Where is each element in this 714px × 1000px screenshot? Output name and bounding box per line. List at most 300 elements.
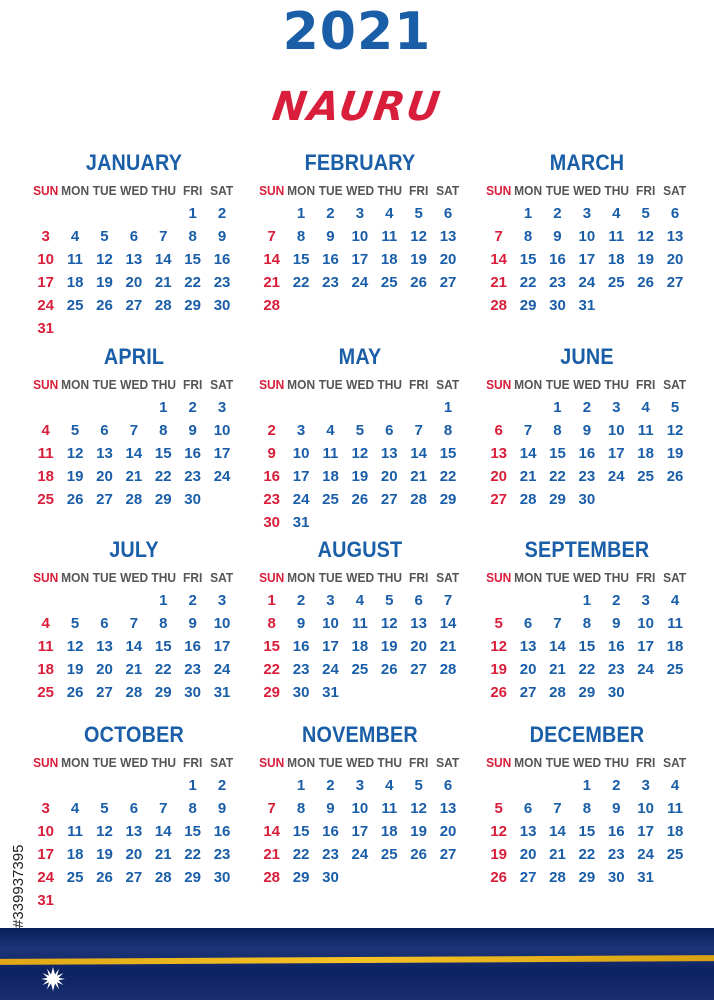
weekday-header	[257, 565, 463, 589]
day-cell: 24	[213, 468, 231, 485]
day-cell: 28	[410, 491, 427, 508]
day-cell: 11	[37, 638, 54, 655]
day-cell: 11	[67, 251, 84, 268]
day-cell: 31	[578, 297, 596, 314]
day-cell: 18	[666, 823, 684, 840]
day-cell: 8	[188, 800, 197, 817]
day-cell: 30	[549, 297, 566, 314]
day-cell: 17	[637, 823, 654, 840]
day-cell: 28	[154, 869, 172, 886]
weekday-mon: MON	[287, 754, 316, 770]
day-cell: 12	[666, 422, 684, 439]
day-cell: 26	[96, 297, 113, 314]
week-row	[31, 465, 237, 488]
day-cell: 12	[410, 228, 427, 245]
month-name: DECEMBER	[529, 722, 645, 747]
day-cell: 7	[159, 228, 168, 245]
day-cell: 17	[351, 251, 369, 268]
weekday-sat: SAT	[663, 569, 687, 585]
day-cell: 6	[100, 615, 109, 632]
day-cell: 3	[41, 228, 50, 245]
day-cell: 1	[296, 777, 306, 794]
day-cell: 7	[443, 592, 453, 609]
day-cell: 20	[125, 274, 143, 291]
day-cell: 5	[414, 205, 423, 222]
weekday-sat: SAT	[210, 182, 234, 198]
day-cell: 24	[351, 846, 369, 863]
day-cell: 15	[519, 251, 537, 268]
weekday-fri: FRI	[409, 376, 429, 392]
week-row	[484, 294, 690, 317]
day-cell: 1	[267, 592, 276, 609]
week-row	[31, 797, 237, 820]
day-cell: 1	[296, 205, 306, 222]
day-cell: 18	[37, 661, 55, 678]
day-cell: 8	[296, 800, 306, 817]
day-cell: 13	[125, 823, 143, 840]
weekday-thu: THU	[603, 182, 629, 198]
day-cell: 10	[37, 251, 55, 268]
weekday-sun: SUN	[259, 569, 285, 585]
day-cell: 16	[322, 823, 339, 840]
day-cell: 19	[66, 661, 84, 678]
weekday-sun: SUN	[33, 182, 59, 198]
day-cell: 2	[296, 592, 306, 609]
day-cell: 28	[490, 297, 508, 314]
day-cell: 27	[125, 869, 143, 886]
day-cell: 22	[578, 661, 596, 678]
week-row	[31, 202, 237, 225]
day-cell: 23	[322, 274, 339, 291]
weekday-fri: FRI	[409, 569, 429, 585]
weekday-header	[31, 565, 237, 589]
weekday-fri: FRI	[183, 376, 203, 392]
weekday-tue: TUE	[545, 569, 570, 585]
week-row	[31, 419, 237, 442]
week-row	[31, 774, 237, 797]
week-row	[31, 294, 237, 317]
weekday-sun: SUN	[486, 569, 512, 585]
week-row	[31, 658, 237, 681]
day-cell: 7	[129, 422, 139, 439]
day-cell: 10	[351, 228, 369, 245]
day-cell: 20	[96, 661, 113, 678]
month-name: MAY	[338, 344, 382, 369]
day-cell: 12	[66, 638, 84, 655]
day-cell: 11	[322, 445, 339, 462]
day-cell: 27	[410, 661, 427, 678]
weekday-sat: SAT	[663, 376, 687, 392]
day-cell: 5	[414, 777, 423, 794]
day-cell: 29	[154, 684, 172, 701]
day-cell: 17	[213, 638, 231, 655]
day-cell: 26	[490, 684, 508, 701]
day-cell: 13	[439, 800, 457, 817]
week-row	[31, 843, 237, 866]
day-cell: 8	[443, 422, 453, 439]
weekday-fri: FRI	[409, 182, 429, 198]
weekday-tue: TUE	[545, 182, 570, 198]
day-cell: 13	[439, 228, 457, 245]
day-cell: 5	[385, 592, 394, 609]
day-cell: 7	[267, 228, 276, 245]
day-cell: 22	[439, 468, 457, 485]
weekday-mon: MON	[61, 754, 90, 770]
day-cell: 19	[351, 468, 369, 485]
weekday-sun: SUN	[486, 376, 512, 392]
day-cell: 10	[213, 422, 231, 439]
weekday-sat: SAT	[436, 754, 460, 770]
weekday-tue: TUE	[92, 182, 117, 198]
day-cell: 19	[96, 274, 113, 291]
day-cell: 7	[553, 615, 562, 632]
day-cell: 12	[96, 251, 113, 268]
day-cell: 14	[154, 251, 172, 268]
month-august	[257, 535, 463, 704]
day-cell: 4	[385, 777, 394, 794]
day-cell: 2	[188, 399, 197, 416]
week-row	[484, 797, 690, 820]
day-cell: 8	[188, 228, 197, 245]
weekday-tue: TUE	[92, 376, 117, 392]
day-cell: 7	[414, 422, 423, 439]
day-cell: 12	[490, 638, 508, 655]
day-cell: 1	[443, 399, 453, 416]
weekday-wed: WED	[573, 376, 602, 392]
day-cell: 21	[263, 846, 281, 863]
day-cell: 8	[582, 800, 592, 817]
day-cell: 29	[519, 297, 537, 314]
day-cell: 6	[129, 228, 139, 245]
day-cell: 28	[263, 297, 281, 314]
day-cell: 9	[267, 445, 276, 462]
day-cell: 14	[154, 823, 172, 840]
day-cell: 8	[267, 615, 276, 632]
day-cell: 30	[322, 869, 339, 886]
day-cell: 27	[96, 491, 113, 508]
month-name: APRIL	[103, 344, 165, 369]
day-cell: 21	[154, 846, 172, 863]
day-cell: 25	[637, 468, 654, 485]
week-row	[257, 511, 463, 534]
day-cell: 2	[582, 399, 592, 416]
day-cell: 6	[670, 205, 680, 222]
weekday-wed: WED	[573, 754, 602, 770]
weekday-header	[31, 372, 237, 396]
day-cell: 16	[322, 251, 339, 268]
day-cell: 27	[125, 297, 143, 314]
week-row	[257, 681, 463, 704]
week-row	[484, 866, 690, 889]
day-cell: 1	[159, 592, 168, 609]
day-cell: 27	[96, 684, 113, 701]
day-cell: 15	[154, 638, 172, 655]
day-cell: 11	[351, 615, 368, 632]
weekday-sun: SUN	[33, 376, 59, 392]
day-cell: 26	[637, 274, 654, 291]
day-cell: 9	[582, 422, 592, 439]
weekday-wed: WED	[120, 754, 149, 770]
week-row	[484, 658, 690, 681]
week-row	[257, 419, 463, 442]
day-cell: 18	[380, 251, 398, 268]
day-cell: 17	[578, 251, 596, 268]
weekday-header	[257, 372, 463, 396]
day-cell: 14	[410, 445, 427, 462]
weekday-sun: SUN	[486, 754, 512, 770]
day-cell: 19	[637, 251, 654, 268]
day-cell: 2	[612, 592, 621, 609]
weekday-sat: SAT	[436, 376, 460, 392]
day-cell: 1	[523, 205, 533, 222]
day-cell: 24	[213, 661, 231, 678]
day-cell: 2	[217, 205, 227, 222]
day-cell: 17	[351, 823, 369, 840]
day-cell: 14	[439, 615, 457, 632]
day-cell: 19	[490, 661, 508, 678]
day-cell: 28	[549, 869, 566, 886]
day-cell: 21	[154, 274, 172, 291]
day-cell: 10	[637, 800, 654, 817]
day-cell: 3	[296, 422, 306, 439]
day-cell: 28	[154, 297, 172, 314]
month-name: NOVEMBER	[302, 722, 418, 747]
day-cell: 23	[213, 274, 231, 291]
week-row	[31, 317, 237, 340]
day-cell: 24	[637, 661, 654, 678]
day-cell: 18	[37, 468, 55, 485]
day-cell: 4	[70, 800, 80, 817]
day-cell: 6	[414, 592, 423, 609]
weekday-sun: SUN	[259, 376, 285, 392]
day-cell: 7	[523, 422, 533, 439]
day-cell: 30	[213, 297, 231, 314]
day-cell: 30	[292, 684, 310, 701]
weekday-header	[484, 565, 690, 589]
weekday-mon: MON	[514, 376, 543, 392]
day-cell: 15	[578, 823, 596, 840]
day-cell: 7	[129, 615, 139, 632]
week-row	[484, 442, 690, 465]
day-cell: 27	[519, 869, 537, 886]
day-cell: 26	[490, 869, 508, 886]
week-row	[484, 225, 690, 248]
weekday-header	[31, 750, 237, 774]
weekday-mon: MON	[61, 376, 90, 392]
week-row	[257, 820, 463, 843]
day-cell: 21	[263, 274, 281, 291]
weekday-sun: SUN	[33, 569, 59, 585]
weekday-mon: MON	[514, 569, 543, 585]
day-cell: 12	[637, 228, 654, 245]
day-cell: 27	[439, 846, 457, 863]
day-cell: 4	[385, 205, 394, 222]
day-cell: 21	[549, 846, 566, 863]
weekday-sun: SUN	[486, 182, 512, 198]
day-cell: 3	[355, 777, 365, 794]
day-cell: 24	[322, 661, 339, 678]
day-cell: 13	[96, 445, 113, 462]
day-cell: 6	[385, 422, 394, 439]
day-cell: 3	[355, 205, 365, 222]
day-cell: 24	[37, 297, 55, 314]
week-row	[484, 774, 690, 797]
day-cell: 21	[125, 468, 143, 485]
day-cell: 31	[213, 684, 231, 701]
day-cell: 20	[410, 638, 427, 655]
day-cell: 25	[37, 491, 55, 508]
weekday-wed: WED	[573, 182, 602, 198]
weekday-sat: SAT	[663, 182, 687, 198]
day-cell: 29	[154, 491, 172, 508]
day-cell: 26	[410, 846, 427, 863]
day-cell: 23	[607, 846, 625, 863]
day-cell: 3	[41, 800, 50, 817]
weekday-tue: TUE	[545, 754, 570, 770]
weekday-fri: FRI	[183, 182, 203, 198]
day-cell: 11	[381, 800, 398, 817]
day-cell: 12	[410, 800, 427, 817]
day-cell: 29	[292, 869, 310, 886]
week-row	[31, 820, 237, 843]
month-name: SEPTEMBER	[524, 537, 650, 562]
day-cell: 3	[217, 592, 227, 609]
day-cell: 30	[578, 491, 596, 508]
week-row	[257, 396, 463, 419]
day-cell: 4	[326, 422, 335, 439]
week-row	[31, 889, 237, 912]
day-cell: 25	[380, 274, 398, 291]
week-row	[484, 465, 690, 488]
week-row	[484, 612, 690, 635]
day-cell: 8	[553, 422, 562, 439]
week-row	[31, 442, 237, 465]
month-february	[257, 148, 463, 317]
week-row	[257, 248, 463, 271]
day-cell: 7	[494, 228, 503, 245]
day-cell: 23	[184, 468, 201, 485]
day-cell: 3	[582, 205, 592, 222]
month-name: MARCH	[549, 150, 625, 175]
day-cell: 27	[439, 274, 457, 291]
month-september	[484, 535, 690, 704]
day-cell: 4	[612, 205, 621, 222]
day-cell: 6	[443, 205, 453, 222]
day-cell: 16	[607, 823, 625, 840]
week-row	[257, 774, 463, 797]
day-cell: 23	[322, 846, 339, 863]
day-cell: 25	[607, 274, 625, 291]
week-row	[257, 866, 463, 889]
day-cell: 2	[188, 592, 197, 609]
day-cell: 11	[37, 445, 54, 462]
year-title: 2021	[282, 2, 432, 62]
day-cell: 2	[612, 777, 621, 794]
day-cell: 11	[67, 823, 84, 840]
day-cell: 16	[184, 638, 201, 655]
weekday-mon: MON	[514, 754, 543, 770]
day-cell: 25	[66, 297, 84, 314]
day-cell: 16	[263, 468, 281, 485]
weekday-thu: THU	[603, 754, 629, 770]
day-cell: 10	[322, 615, 339, 632]
day-cell: 29	[578, 869, 596, 886]
day-cell: 30	[607, 869, 625, 886]
weekday-sat: SAT	[210, 754, 234, 770]
day-cell: 22	[549, 468, 566, 485]
country-title: NAURU	[269, 84, 445, 130]
day-cell: 1	[553, 399, 562, 416]
day-cell: 28	[519, 491, 537, 508]
day-cell: 15	[439, 445, 457, 462]
day-cell: 9	[326, 228, 335, 245]
day-cell: 23	[263, 491, 281, 508]
day-cell: 4	[670, 777, 680, 794]
month-october	[31, 720, 237, 912]
day-cell: 18	[666, 638, 684, 655]
weekday-mon: MON	[287, 376, 316, 392]
day-cell: 22	[263, 661, 281, 678]
day-cell: 17	[37, 846, 55, 863]
day-cell: 13	[519, 823, 537, 840]
day-cell: 27	[380, 491, 398, 508]
day-cell: 22	[519, 274, 537, 291]
day-cell: 20	[666, 251, 684, 268]
day-cell: 13	[96, 638, 113, 655]
weekday-sun: SUN	[259, 182, 285, 198]
day-cell: 19	[666, 445, 684, 462]
week-row	[257, 635, 463, 658]
weekday-sat: SAT	[210, 376, 234, 392]
day-cell: 9	[217, 800, 227, 817]
day-cell: 14	[549, 823, 566, 840]
week-row	[484, 635, 690, 658]
day-cell: 26	[66, 491, 84, 508]
weekday-wed: WED	[346, 182, 375, 198]
day-cell: 29	[184, 297, 201, 314]
month-june	[484, 342, 690, 511]
day-cell: 1	[188, 777, 197, 794]
day-cell: 10	[607, 422, 625, 439]
day-cell: 8	[582, 615, 592, 632]
weekday-sat: SAT	[663, 754, 687, 770]
day-cell: 27	[519, 684, 537, 701]
weekday-header	[484, 178, 690, 202]
week-row	[484, 248, 690, 271]
day-cell: 16	[213, 251, 231, 268]
day-cell: 24	[37, 869, 55, 886]
day-cell: 7	[553, 800, 562, 817]
week-row	[257, 612, 463, 635]
week-row	[257, 294, 463, 317]
day-cell: 14	[263, 251, 281, 268]
day-cell: 21	[519, 468, 537, 485]
day-cell: 15	[184, 251, 201, 268]
day-cell: 9	[188, 615, 197, 632]
day-cell: 20	[439, 823, 457, 840]
month-april	[31, 342, 237, 511]
week-row	[484, 589, 690, 612]
day-cell: 15	[578, 638, 596, 655]
day-cell: 21	[125, 661, 143, 678]
day-cell: 5	[100, 228, 109, 245]
weekday-header	[257, 750, 463, 774]
day-cell: 23	[213, 846, 231, 863]
day-cell: 9	[612, 800, 621, 817]
day-cell: 14	[549, 638, 566, 655]
day-cell: 18	[66, 274, 84, 291]
day-cell: 3	[217, 399, 227, 416]
